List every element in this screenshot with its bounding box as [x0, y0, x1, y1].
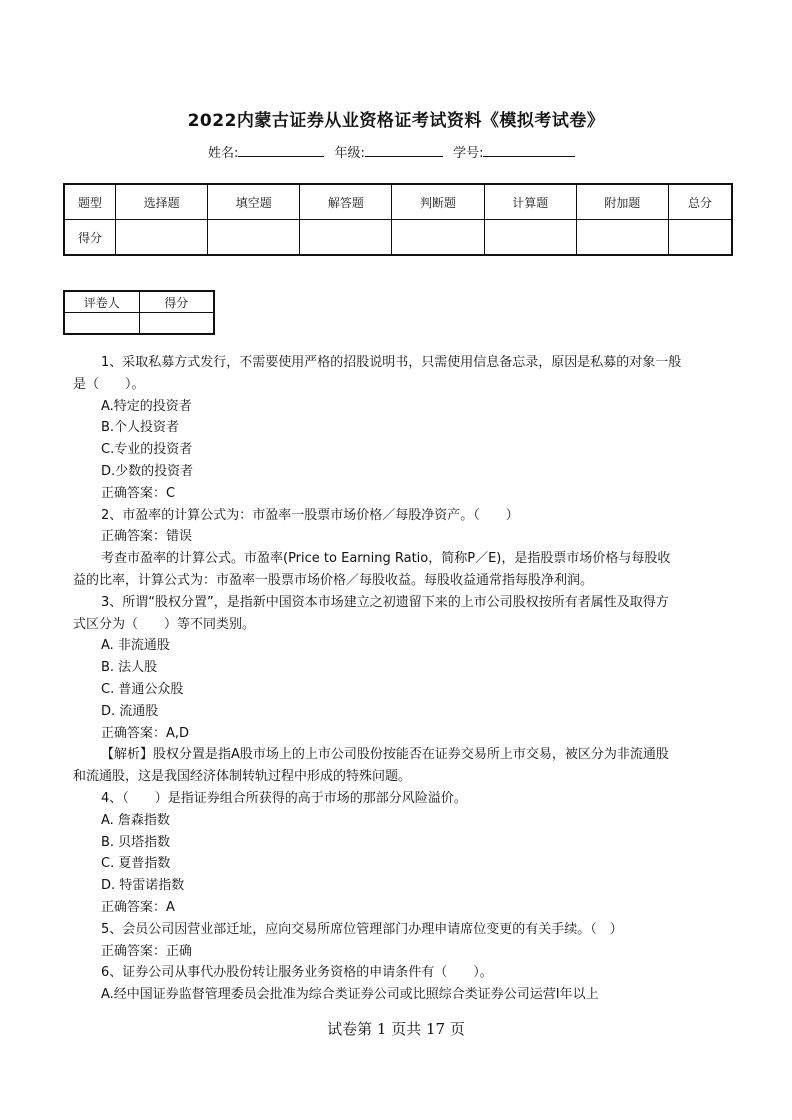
grade-label: 年级: [334, 146, 365, 161]
explanation-2-cont: 益的比率，计算公式为：市盈率一股票市场价格／每股收益。每股收益通常指每股净利润。 [73, 572, 594, 588]
page-footer: 试卷第 1 页共 17 页 [327, 1020, 465, 1038]
option-d: D.少数的投资者 [101, 463, 194, 479]
option-a: A. 詹森指数 [101, 812, 170, 828]
score-header-cell: 题型 [64, 184, 116, 220]
score-value-cell [116, 220, 208, 256]
question-3-text-cont: 式区分为（ ）等不同类别。 [73, 616, 256, 632]
score-value-cell [300, 220, 392, 256]
question-2-text: 2、市盈率的计算公式为：市盈率一股票市场价格／每股净资产。（ ） [101, 507, 519, 523]
option-d: D. 特雷诺指数 [101, 878, 185, 894]
question-5-text: 5、会员公司因营业部迁址，应向交易所席位管理部门办理申请席位变更的有关手续。（ ） [101, 921, 623, 937]
explanation-3-cont: 和流通股，这是我国经济体制转轨过程中形成的特殊问题。 [73, 769, 412, 785]
option-c: C.专业的投资者 [101, 442, 193, 458]
explanation-2: 考查市盈率的计算公式。市盈率(Price to Earning Ratio，简称P／E)，是指股票市场价格与每股收 [101, 551, 671, 567]
grader-value-cell [64, 313, 139, 335]
score-header-row [64, 184, 732, 220]
score-header-cell: 选择题 [116, 184, 208, 220]
score-value-cell [484, 220, 576, 256]
score-value-cell [576, 220, 668, 256]
score-value-cell [208, 220, 300, 256]
question-1-text: 1、采取私募方式发行，不需要使用严格的招股说明书，只需使用信息备忘录，原因是私募的对象一般 [101, 355, 682, 370]
option-c: C. 夏普指数 [101, 856, 171, 872]
score-header-cell: 计算题 [484, 184, 576, 220]
page-title: 2022内蒙古证券从业资格证考试资料《模拟考试卷》 [187, 111, 605, 131]
id-blank [483, 144, 575, 157]
grader-score-cell [139, 313, 214, 335]
name-blank [238, 144, 324, 157]
answer-3: 正确答案：A,D [101, 725, 190, 741]
score-header-cell: 附加题 [576, 184, 668, 220]
option-a: A.经中国证券监督管理委员会批准为综合类证券公司或比照综合类证券公司运营Ⅰ年以上 [101, 987, 599, 1003]
score-row-label: 得分 [64, 220, 116, 256]
question-1-text-cont: 是（ ）。 [73, 376, 145, 392]
option-b: B.个人投资者 [101, 420, 180, 436]
answer-1: 正确答案：C [101, 485, 176, 501]
explanation-3: 【解析】股权分置是指A股市场上的上市公司股份按能否在证券交易所上市交易，被区分为非流通股 [101, 747, 669, 763]
answer-4: 正确答案：A [101, 899, 175, 915]
score-header-cell: 解答题 [300, 184, 392, 220]
student-info-line [208, 142, 581, 161]
id-label: 学号: [453, 146, 484, 161]
question-6-text: 6、证券公司从事代办股份转让服务业务资格的申请条件有（ ）。 [101, 965, 493, 981]
option-c: C. 普通公众股 [101, 681, 184, 697]
answer-5: 正确答案：正确 [101, 943, 193, 959]
option-b: B. 贝塔指数 [101, 834, 171, 850]
question-4-text: 4、（ ）是指证券组合所获得的高于市场的那部分风险溢价。 [101, 790, 467, 806]
score-value-cell [392, 220, 484, 256]
option-a: A. 非流通股 [101, 638, 170, 654]
score-table [63, 183, 733, 256]
score-value-row [64, 220, 732, 256]
question-content [73, 352, 723, 1006]
grader-score-label: 得分 [139, 291, 214, 313]
grade-blank [365, 144, 443, 157]
grader-table [63, 290, 215, 335]
score-value-cell [668, 220, 732, 256]
score-header-cell: 填空题 [208, 184, 300, 220]
option-d: D. 流通股 [101, 703, 159, 719]
score-header-cell: 判断题 [392, 184, 484, 220]
answer-2: 正确答案：错误 [101, 529, 193, 545]
question-3-text: 3、所谓“股权分置”，是指新中国资本市场建立之初遗留下来的上市公司股权按所有者属性及取得方 [101, 594, 669, 610]
option-b: B. 法人股 [101, 660, 158, 676]
grader-label: 评卷人 [64, 291, 139, 313]
option-a: A.特定的投资者 [101, 398, 192, 414]
score-header-cell: 总分 [668, 184, 732, 220]
name-label: 姓名: [208, 146, 239, 161]
